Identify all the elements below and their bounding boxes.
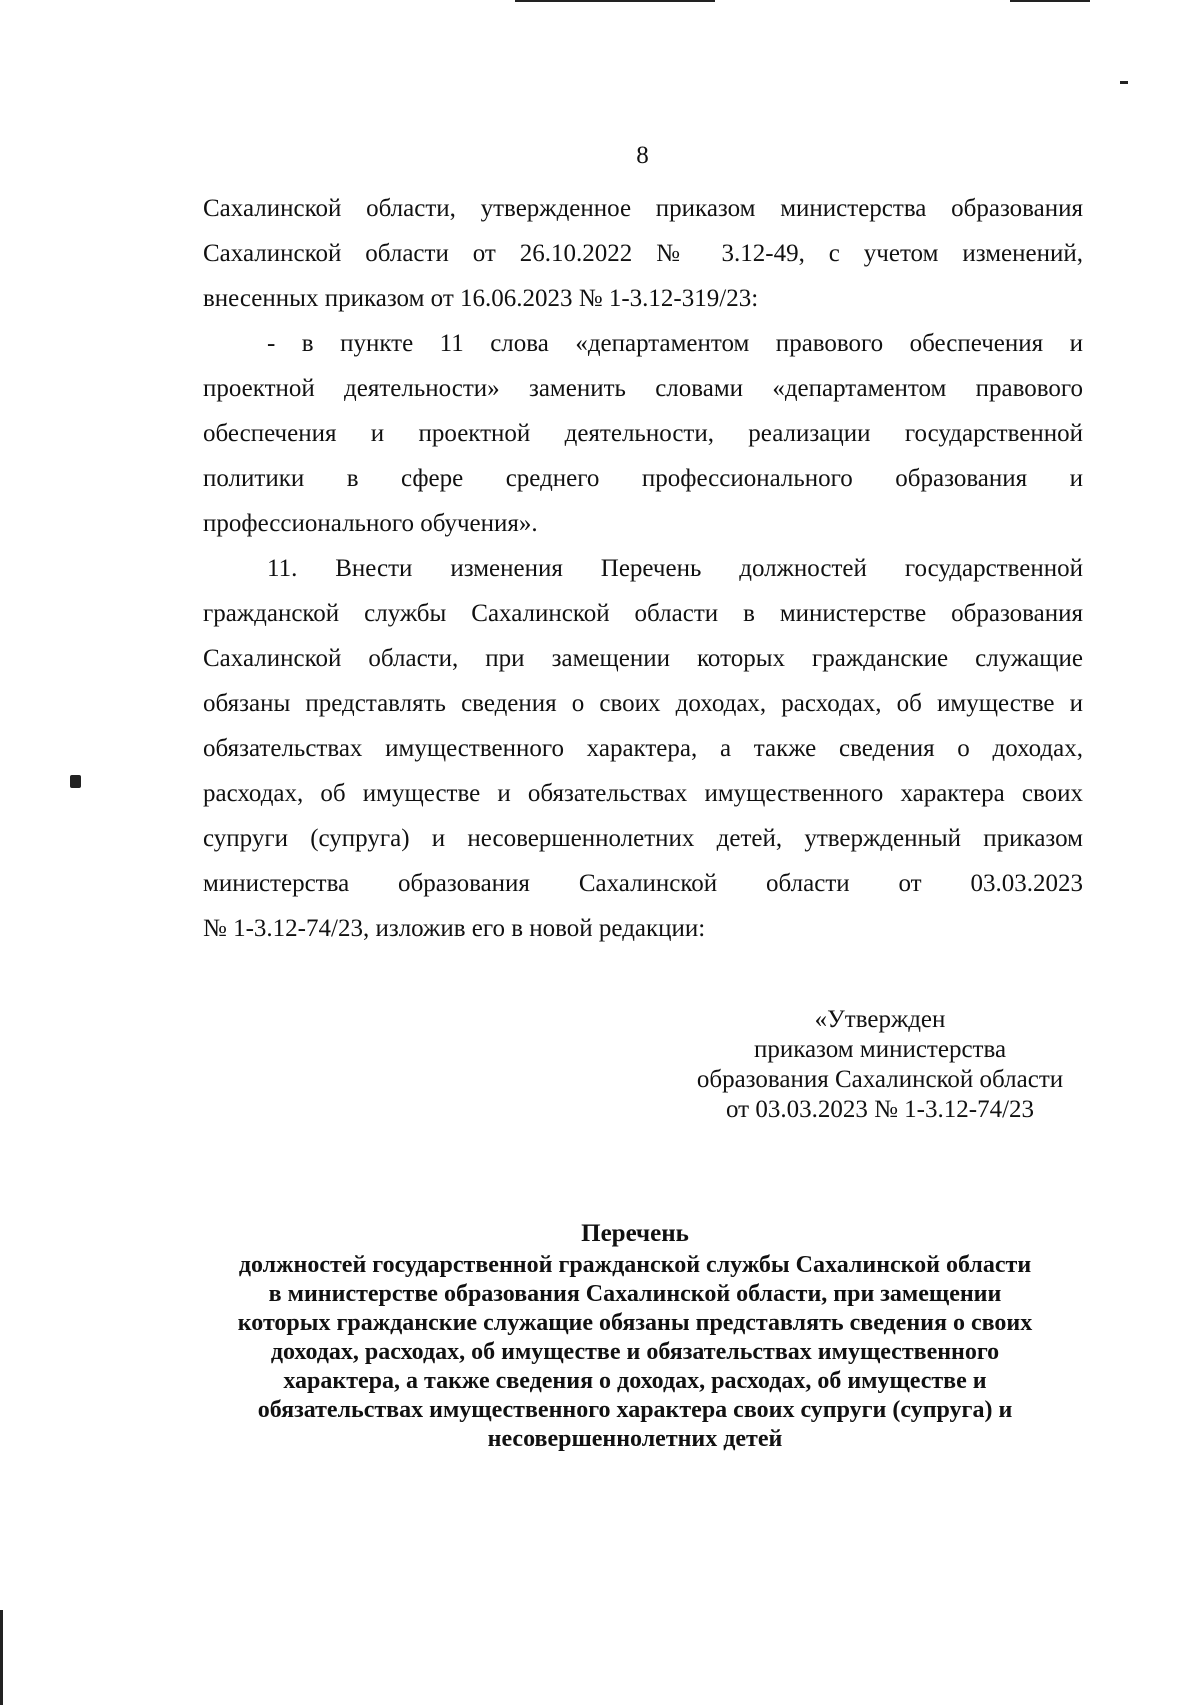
- text-line: обязаны представлять сведения о своих доходах, расходах, об имуществе и: [203, 690, 1083, 717]
- paragraph-item-11-change: [203, 321, 1083, 546]
- text-line: министерства образования Сахалинской области от 03.03.2023: [203, 870, 1083, 897]
- list-title-line: характера, а также сведения о доходах, расходах, об имуществе и: [283, 1368, 987, 1394]
- text-line: 11. Внести изменения Перечень должностей государственной: [267, 555, 1083, 582]
- text-line: Сахалинской области, утвержденное приказом министерства образования: [203, 195, 1083, 222]
- scan-artifact: [0, 1610, 3, 1705]
- list-title-line: в министерстве образования Сахалинской области, при замещении: [268, 1281, 1002, 1307]
- text-line: обязательствах имущественного характера, а также сведения о доходах,: [203, 735, 1083, 762]
- list-title-line: которых гражданские служащие обязаны представлять сведения о своих: [237, 1310, 1033, 1336]
- text-line: политики в сфере среднего профессионального образования и: [203, 465, 1083, 492]
- text-line: проектной деятельности» заменить словами «департаментом правового: [203, 375, 1083, 402]
- text-line: расходах, об имуществе и обязательствах имущественного характера своих: [203, 780, 1083, 807]
- paragraph-section-11: [203, 546, 1083, 951]
- scan-artifact: [1010, 0, 1090, 2]
- text-line: профессионального обучения».: [203, 510, 538, 537]
- approval-line: от 03.03.2023 № 1-3.12-74/23: [725, 1096, 1035, 1123]
- text-line: обеспечения и проектной деятельности, реализации государственной: [203, 420, 1083, 447]
- scan-artifact: [515, 0, 715, 2]
- list-heading: Перечень: [581, 1220, 689, 1247]
- paragraph-amendment-intro: [203, 186, 1083, 321]
- body-text: [203, 186, 1083, 951]
- text-line: супруги (супруга) и несовершеннолетних детей, утвержденный приказом: [203, 825, 1083, 852]
- approval-line: приказом министерства: [753, 1036, 1007, 1063]
- scan-artifact: [1120, 81, 1128, 84]
- text-line: № 1-3.12-74/23, изложив его в новой редакции:: [203, 915, 706, 942]
- text-line: - в пункте 11 слова «департаментом правового обеспечения и: [267, 330, 1083, 357]
- list-title: [150, 1219, 1120, 1454]
- approval-line: образования Сахалинской области: [696, 1066, 1064, 1093]
- list-title-line: несовершеннолетних детей: [487, 1426, 783, 1452]
- list-title-line: обязательствах имущественного характера своих супруги (супруга) и: [257, 1397, 1013, 1423]
- page-number: 8: [636, 142, 649, 169]
- text-line: Сахалинской области от 26.10.2022 № 3.12-49, с учетом изменений,: [203, 240, 1083, 267]
- text-line: внесенных приказом от 16.06.2023 № 1-3.12-319/23:: [203, 285, 759, 312]
- approval-line: «Утвержден: [814, 1006, 946, 1033]
- approval-block: [660, 1005, 1100, 1125]
- scan-artifact: [70, 775, 81, 788]
- text-line: гражданской службы Сахалинской области в министерстве образования: [203, 600, 1083, 627]
- list-title-line: доходах, расходах, об имуществе и обязательствах имущественного: [270, 1339, 1000, 1365]
- list-title-line: должностей государственной гражданской службы Сахалинской области: [238, 1252, 1032, 1278]
- text-line: Сахалинской области, при замещении которых гражданские служащие: [203, 645, 1083, 672]
